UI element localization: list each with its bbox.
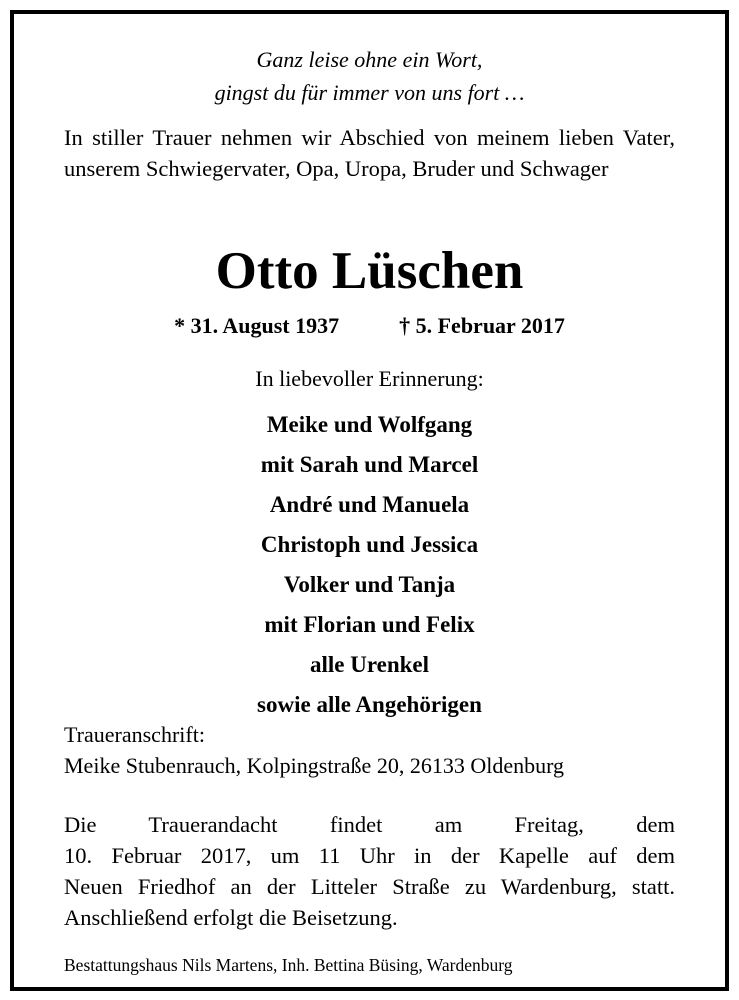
mourner-line: alle Urenkel bbox=[309, 652, 430, 677]
mourner-line: Volker und Tanja bbox=[283, 572, 456, 597]
intro-text: In stiller Trauer nehmen wir Abschied von meinem lieben Vater, unserem Schwiegervater, Opa, Uropa, Bruder und Schwager bbox=[64, 125, 675, 181]
mourners-list bbox=[64, 405, 675, 725]
life-dates bbox=[64, 311, 675, 341]
service-line-4: Anschließend erfolgt die Beisetzung. bbox=[64, 905, 398, 930]
memory-label: In liebevoller Erinnerung: bbox=[255, 366, 484, 391]
mourner-line: mit Florian und Felix bbox=[264, 612, 475, 637]
deceased-name: Otto Lüschen bbox=[215, 242, 524, 300]
service-info bbox=[64, 809, 675, 933]
address-value: Meike Stubenrauch, Kolpingstraße 20, 26133 Oldenburg bbox=[64, 753, 565, 778]
motto-line-2: gingst du für immer von uns fort … bbox=[214, 80, 525, 105]
address-label: Traueranschrift: bbox=[64, 722, 205, 747]
service-line-1: Die Trauerandacht findet am Freitag, dem bbox=[64, 812, 675, 837]
obituary-frame bbox=[10, 10, 729, 991]
mourner-line: mit Sarah und Marcel bbox=[260, 452, 479, 477]
birth-date: * 31. August 1937 bbox=[174, 313, 340, 338]
service-line-2: 10. Februar 2017, um 11 Uhr in der Kapelle auf dem bbox=[64, 843, 675, 868]
motto bbox=[64, 43, 675, 109]
death-date: † 5. Februar 2017 bbox=[399, 313, 565, 338]
service-line-3: Neuen Friedhof an der Litteler Straße zu Wardenburg, statt. bbox=[64, 874, 675, 899]
mourning-address bbox=[64, 719, 675, 781]
mourner-line: Meike und Wolfgang bbox=[266, 412, 473, 437]
mourner-line: sowie alle Angehörigen bbox=[257, 692, 482, 717]
motto-line-1: Ganz leise ohne ein Wort, bbox=[256, 47, 483, 72]
undertaker-info: Bestattungshaus Nils Martens, Inh. Bettina Büsing, Wardenburg bbox=[64, 955, 513, 975]
mourner-line: Christoph und Jessica bbox=[260, 532, 479, 557]
mourner-line: André und Manuela bbox=[269, 492, 470, 517]
